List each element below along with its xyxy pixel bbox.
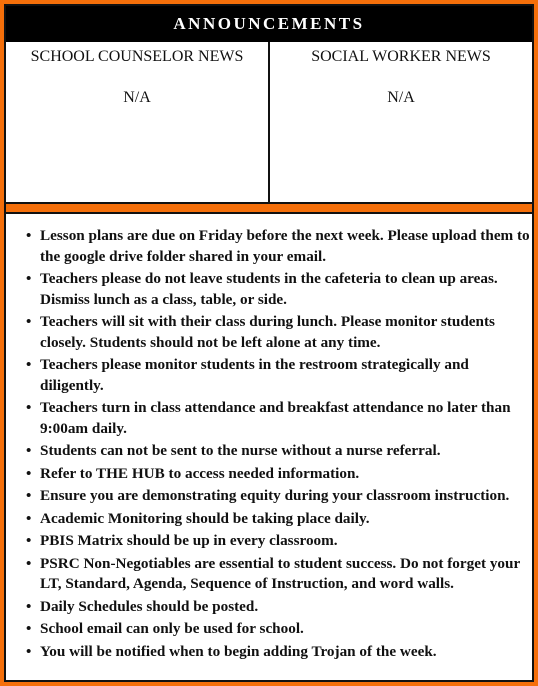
social-worker-news-title: SOCIAL WORKER NEWS bbox=[311, 48, 491, 65]
social-worker-news bbox=[270, 42, 532, 202]
school-counselor-news bbox=[6, 42, 270, 202]
announcement-list bbox=[6, 226, 532, 662]
school-counselor-news-body: N/A bbox=[123, 89, 151, 106]
list-item: • You will be notified when to begin adding Trojan of the week. bbox=[40, 642, 532, 663]
list-item: • Academic Monitoring should be taking place daily. bbox=[40, 509, 532, 530]
announcements-board bbox=[4, 4, 534, 682]
announcements-header bbox=[6, 6, 532, 42]
list-item: • PSRC Non-Negotiables are essential to student success. Do not forget your LT, Standard, Agenda, Sequence of Instruction, and word walls. bbox=[40, 554, 532, 595]
list-item: • Lesson plans are due on Friday before the next week. Please upload them to the google drive folder shared in your email. bbox=[40, 226, 532, 267]
list-item: • Teachers will sit with their class during lunch. Please monitor students closely. Students should not be left alone at any time. bbox=[40, 312, 532, 353]
list-item: • Students can not be sent to the nurse without a nurse referral. bbox=[40, 441, 532, 462]
list-item: • PBIS Matrix should be up in every classroom. bbox=[40, 531, 532, 552]
list-item: • School email can only be used for school. bbox=[40, 619, 532, 640]
announcements-title: ANNOUNCEMENTS bbox=[173, 14, 365, 33]
orange-divider bbox=[6, 202, 532, 214]
announcement-list-area bbox=[6, 214, 532, 680]
list-item: • Ensure you are demonstrating equity during your classroom instruction. bbox=[40, 486, 532, 507]
news-columns bbox=[6, 42, 532, 202]
social-worker-news-body: N/A bbox=[387, 89, 415, 106]
list-item: • Teachers please do not leave students in the cafeteria to clean up areas. Dismiss lunch as a class, table, or side. bbox=[40, 269, 532, 310]
list-item: • Teachers please monitor students in the restroom strategically and diligently. bbox=[40, 355, 532, 396]
list-item: • Refer to THE HUB to access needed information. bbox=[40, 464, 532, 485]
list-item: • Teachers turn in class attendance and breakfast attendance no later than 9:00am daily. bbox=[40, 398, 532, 439]
school-counselor-news-title: SCHOOL COUNSELOR NEWS bbox=[30, 48, 244, 65]
list-item: • Daily Schedules should be posted. bbox=[40, 597, 532, 618]
